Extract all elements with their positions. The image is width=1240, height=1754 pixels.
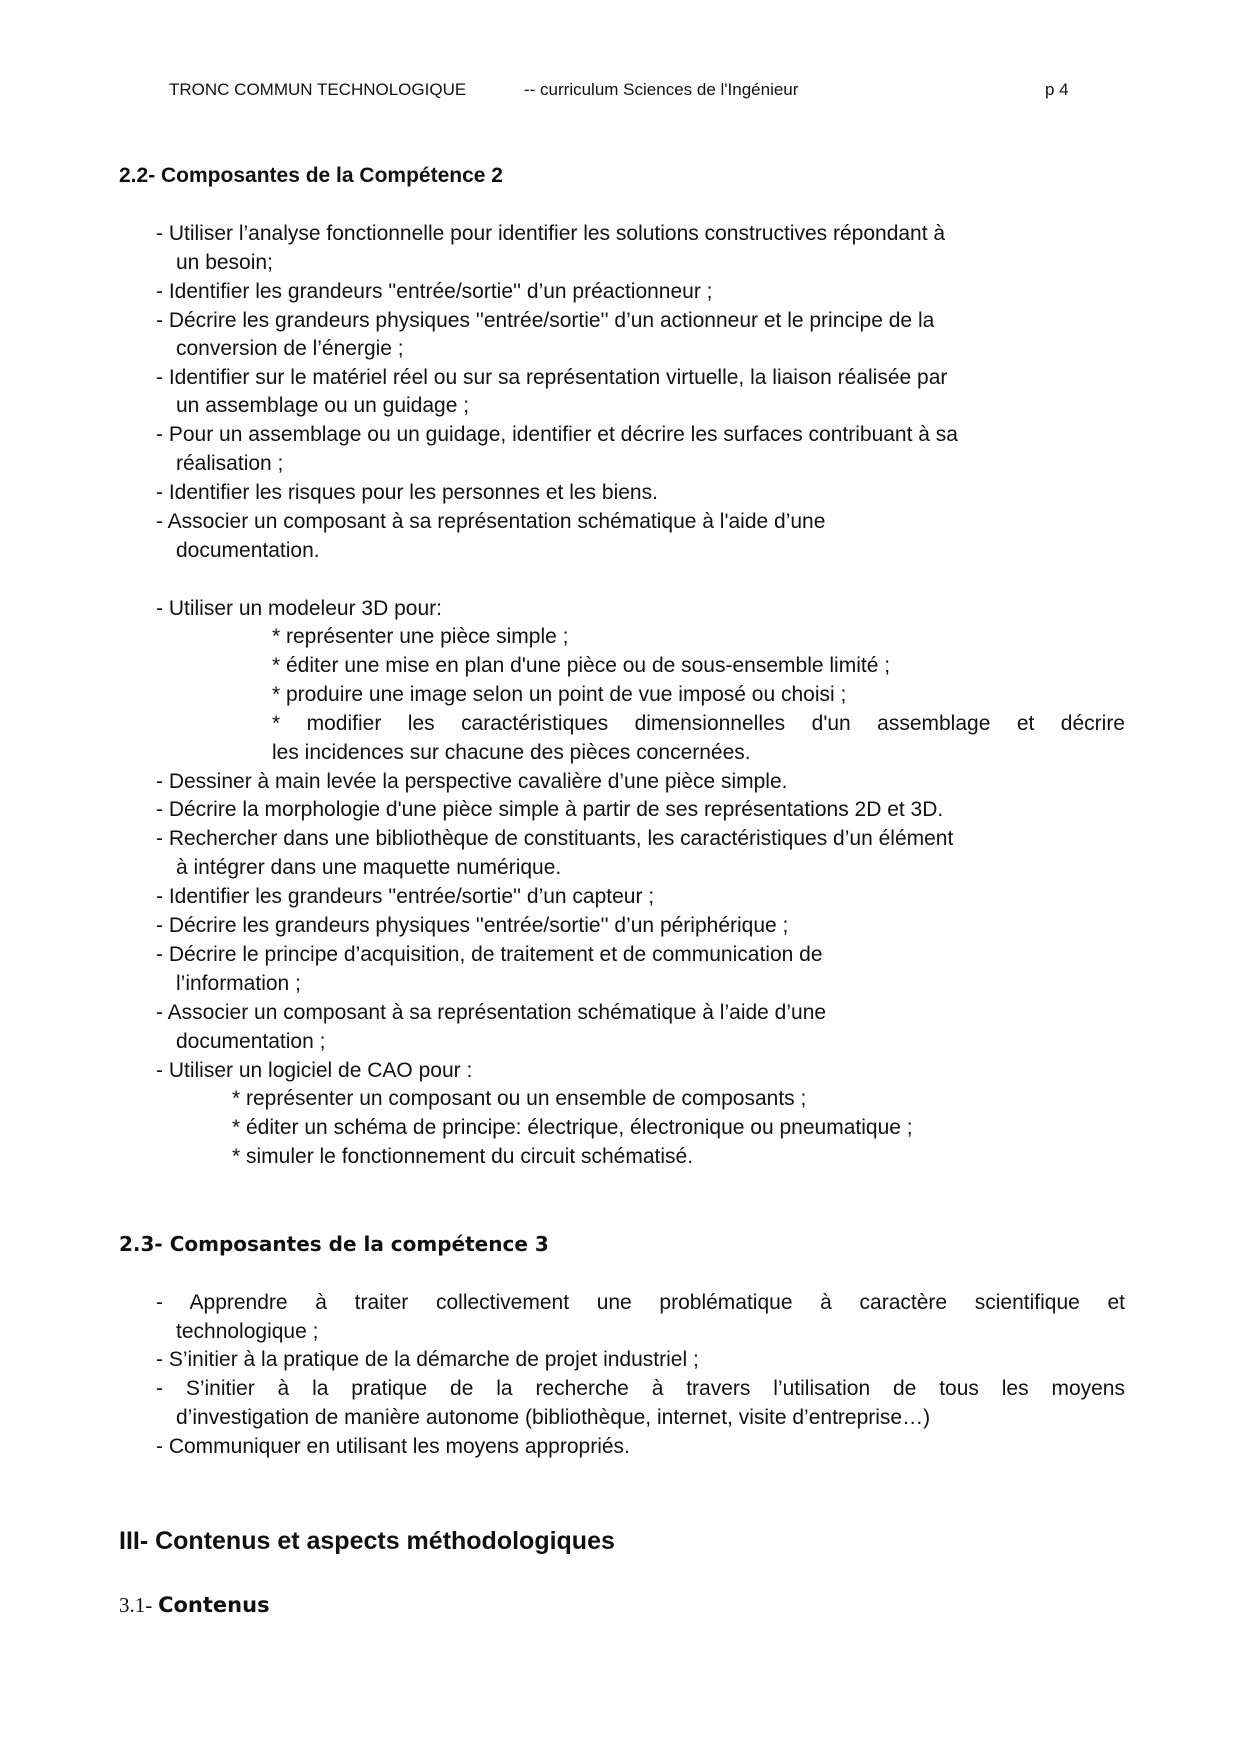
sub-item: * représenter un composant ou un ensemble de composants ; [232, 1087, 807, 1110]
list-item-cont: l’information ; [176, 972, 301, 995]
list-item-cont: réalisation ; [176, 452, 284, 475]
list-item: - Communiquer en utilisant les moyens appropriés. [156, 1435, 630, 1458]
list-item-cont: documentation ; [176, 1030, 326, 1053]
list-item: - Utiliser un logiciel de CAO pour : [156, 1059, 473, 1082]
list-item: - Décrire les grandeurs physiques ''entrée/sortie'' d’un actionneur et le principe de la [156, 309, 935, 332]
list-item: - Associer un composant à sa représentation schématique à l'aide d’une [156, 510, 826, 533]
list-item-cont: un assemblage ou un guidage ; [176, 394, 470, 417]
list-item-cont: à intégrer dans une maquette numérique. [176, 856, 562, 879]
list-item: - Dessiner à main levée la perspective cavalière d’une pièce simple. [156, 770, 788, 793]
list-item: - Pour un assemblage ou un guidage, identifier et décrire les surfaces contribuant à sa [156, 423, 958, 446]
list-item: - S’initier à la pratique de la recherche à travers l’utilisation de tous les moyens [156, 1377, 1125, 1400]
list-item-cont: conversion de l’énergie ; [176, 337, 404, 360]
list-item: - S’initier à la pratique de la démarche de projet industriel ; [156, 1348, 699, 1371]
list-item: - Apprendre à traiter collectivement une problématique à caractère scientifique et [156, 1291, 1125, 1314]
header-title: TRONC COMMUN TECHNOLOGIQUE [169, 80, 467, 99]
list-item-cont: technologique ; [176, 1320, 319, 1343]
list-item: - Rechercher dans une bibliothèque de constituants, les caractéristiques d’un élément [156, 827, 954, 850]
list-item: - Identifier les risques pour les personnes et les biens. [156, 481, 658, 504]
sub-item: * représenter une pièce simple ; [272, 625, 569, 648]
section-3-heading: III- Contenus et aspects méthodologiques [119, 1527, 615, 1555]
list-item: - Décrire les grandeurs physiques ''entrée/sortie'' d’un périphérique ; [156, 914, 789, 937]
section-2-2-heading: 2.2- Composantes de la Compétence 2 [119, 164, 503, 187]
list-item-cont: un besoin; [176, 251, 273, 274]
header-subtitle: -- curriculum Sciences de l'Ingénieur [524, 80, 799, 99]
list-item: - Identifier les grandeurs ''entrée/sortie'' d’un capteur ; [156, 885, 655, 908]
sub-item: * simuler le fonctionnement du circuit schématisé. [232, 1145, 694, 1168]
sub-item: * éditer un schéma de principe: électrique, électronique ou pneumatique ; [232, 1116, 913, 1139]
list-item: - Décrire le principe d’acquisition, de traitement et de communication de [156, 943, 823, 966]
list-item: - Associer un composant à sa représentation schématique à l’aide d’une [156, 1001, 827, 1024]
list-item-cont: d’investigation de manière autonome (bibliothèque, internet, visite d’entreprise…) [176, 1406, 931, 1429]
sub-item-cont: les incidences sur chacune des pièces concernées. [272, 741, 751, 764]
subsection-number: 3.1- [119, 1593, 153, 1617]
list-item: - Décrire la morphologie d'une pièce simple à partir de ses représentations 2D et 3D. [156, 798, 944, 821]
list-item: - Utiliser un modeleur 3D pour: [156, 597, 442, 620]
list-item: - Identifier sur le matériel réel ou sur sa représentation virtuelle, la liaison réalisée par [156, 366, 948, 389]
sub-item: * produire une image selon un point de vue imposé ou choisi ; [272, 683, 847, 706]
list-item: - Identifier les grandeurs ''entrée/sortie'' d’un préactionneur ; [156, 280, 713, 303]
page-number: p 4 [1045, 80, 1069, 99]
list-item-cont: documentation. [176, 539, 320, 562]
sub-item: * modifier les caractéristiques dimensionnelles d'un assemblage et décrire [272, 712, 1125, 735]
subsection-3-1-heading [119, 1591, 270, 1620]
sub-item: * éditer une mise en plan d'une pièce ou de sous-ensemble limité ; [272, 654, 891, 677]
subsection-title: Contenus [158, 1593, 270, 1617]
section-2-3-heading: 2.3- Composantes de la compétence 3 [119, 1232, 549, 1256]
list-item: - Utiliser l’analyse fonctionnelle pour identifier les solutions constructives répondant à [156, 222, 946, 245]
